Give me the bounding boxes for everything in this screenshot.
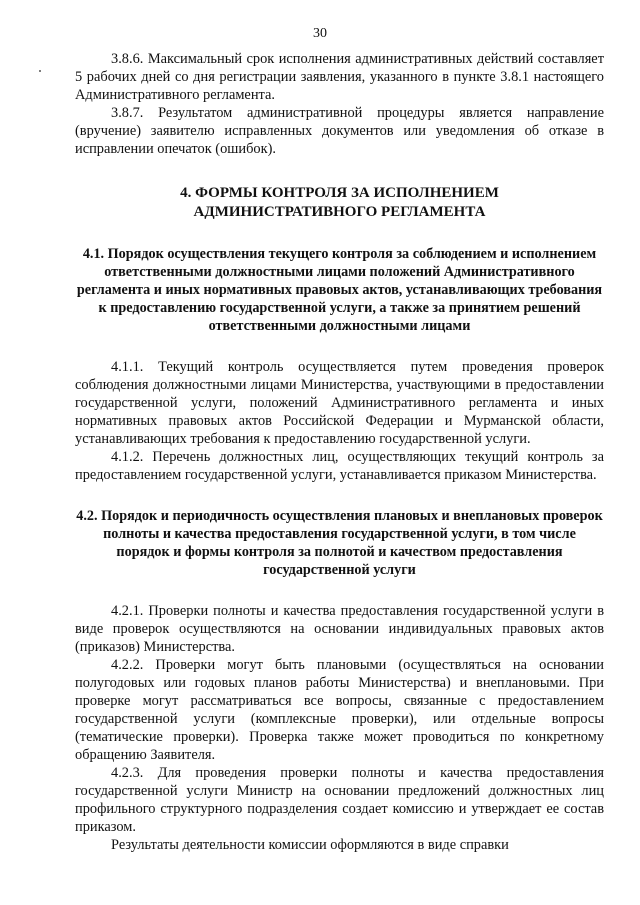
page-content xyxy=(75,50,604,854)
scan-speck xyxy=(39,70,41,72)
paragraph-3-8-7: 3.8.7. Результатом административной процедуры является направление (вручение) заявителю исправленных документов или уведомления об отказе в исправлении опечаток (ошибок). xyxy=(75,105,604,157)
paragraph-4-1-1: 4.1.1. Текущий контроль осуществляется путем проведения проверок соблюдения должностными лицами Министерства, участвующими в предоставлении государственной услуги, положений Административного регламента и иных нормативных правовых актов Российской Федерации и Мурманской области, устанавливающих требования к предоставлению государственной услуги. xyxy=(75,359,604,447)
section-4-title xyxy=(75,184,604,222)
paragraph-4-2-1: 4.2.1. Проверки полноты и качества предоставления государственной услуги в виде проверок осуществляются на основании индивидуальных правовых актов (приказов) Министерства. xyxy=(75,603,604,655)
subsection-4-2-title: 4.2. Порядок и периодичность осуществления плановых и внеплановых проверок полноты и качества предоставления государственной услуги, в том числе порядок и формы контроля за полнотой и качеством предоставления государственной услуги xyxy=(76,508,603,578)
page-number: 30 xyxy=(313,26,327,41)
paragraph-4-2-3: 4.2.3. Для проведения проверки полноты и качества предоставления государственной услуги Министр на основании предложений должностных лиц профильного структурного подразделения создает комиссию и утверждает ее состав приказом. xyxy=(75,765,604,835)
paragraph-4-1-2: 4.1.2. Перечень должностных лиц, осуществляющих текущий контроль за предоставлением государственной услуги, устанавливается приказом Министерства. xyxy=(75,449,604,483)
paragraph-4-2-2: 4.2.2. Проверки могут быть плановыми (осуществляться на основании полугодовых или годовых планов работы Министерства) и внеплановыми. При проверке могут рассматриваться все вопросы, связанные с предоставлением государственной услуги (комплексные проверки), или отдельные вопросы (тематические проверки). Проверка также может проводиться по конкретному обращению Заявителя. xyxy=(75,657,604,763)
paragraph-3-8-6: 3.8.6. Максимальный срок исполнения административных действий составляет 5 рабочих дней со дня регистрации заявления, указанного в пункте 3.8.1 настоящего Административного регламента. xyxy=(75,51,604,103)
section-4-title-line-2: АДМИНИСТРАТИВНОГО РЕГЛАМЕНТА xyxy=(193,204,486,220)
subsection-4-1-title: 4.1. Порядок осуществления текущего контроля за соблюдением и исполнением ответственными должностными лицами положений Административного регламента и иных нормативных правовых актов, устанавливающих требования к предоставлению государственной услуги, а также за принятием решений ответственными должностными лицами xyxy=(76,246,603,334)
section-4-title-line-1: 4. ФОРМЫ КОНТРОЛЯ ЗА ИСПОЛНЕНИЕМ xyxy=(180,185,499,201)
paragraph-results: Результаты деятельности комиссии оформляются в виде справки xyxy=(111,837,509,853)
